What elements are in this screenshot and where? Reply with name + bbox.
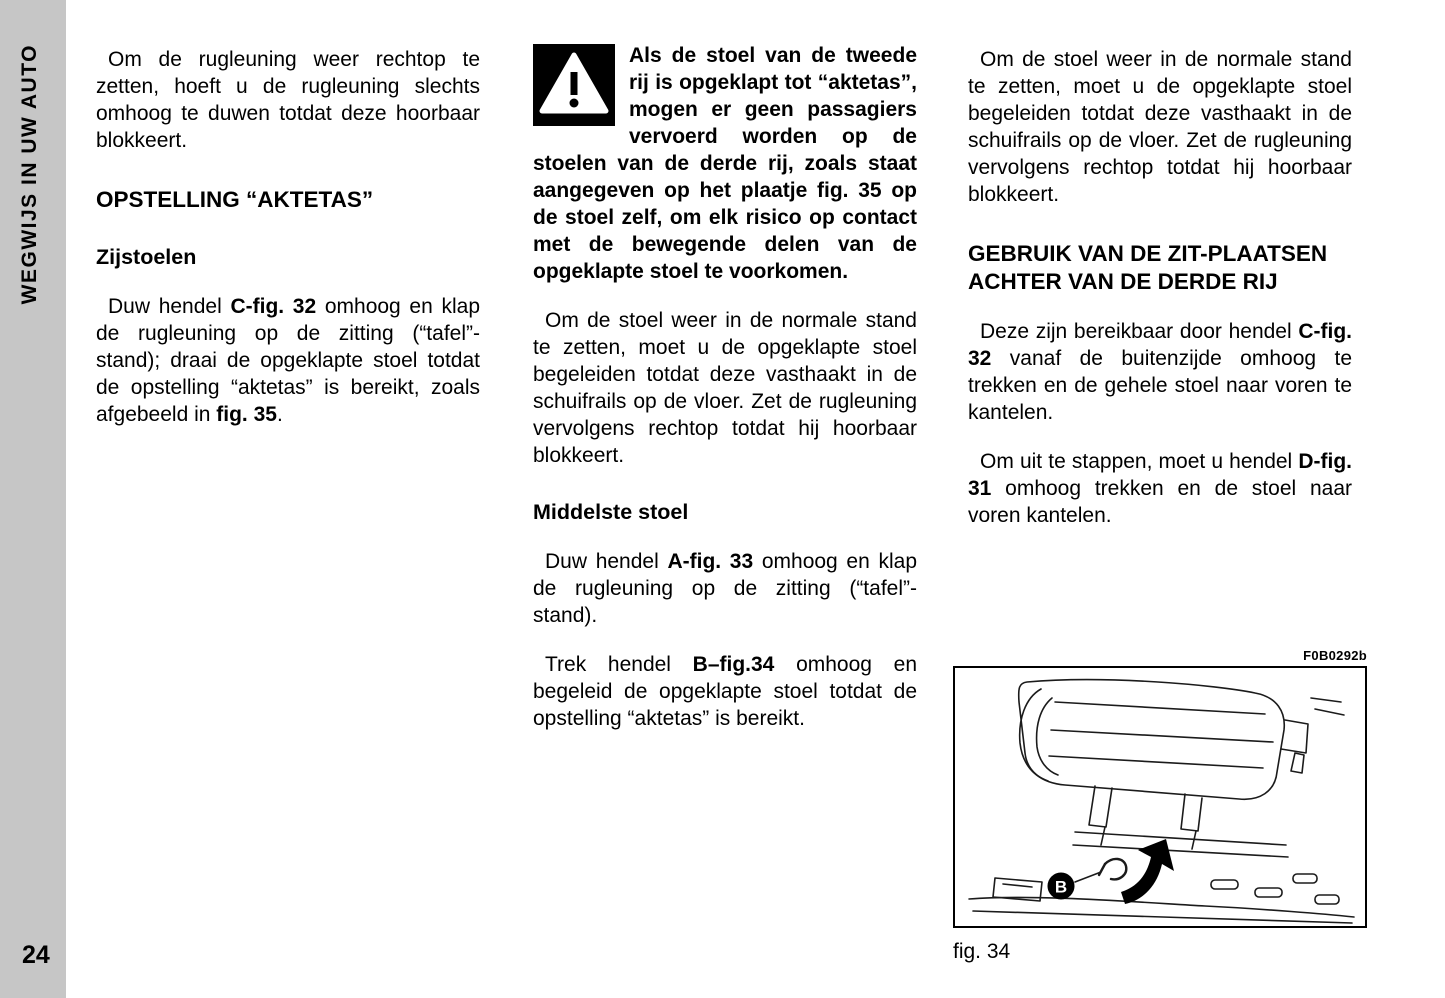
figure-reference: A-fig. 33 <box>667 550 754 573</box>
page-number: 24 <box>22 941 50 969</box>
figure-reference: C-fig. 32 <box>968 320 1352 370</box>
column-right <box>968 46 1352 529</box>
text-segment: omhoog en klap de rugleuning op de zitting (“tafel”-stand); draai de opgeklapte stoel totdat de opstelling “aktetas” is bereikt, zoals afgebeeld in <box>96 295 480 426</box>
paragraph: Om de rugleuning weer rechtop te zetten, hoeft u de rugleuning slechts omhoog te duwen totdat deze hoorbaar blokkeert. <box>96 48 480 152</box>
sub-heading-middelste-stoel: Middelste stoel <box>533 500 689 524</box>
text-segment: vanaf de buitenzijde omhoog te trekken en de gehele stoel naar voren te kantelen. <box>968 347 1352 424</box>
text-segment: Deze zijn bereikbaar door hendel <box>980 320 1299 343</box>
paragraph <box>533 651 917 732</box>
figure-reference: B–fig.34 <box>692 653 775 676</box>
section-heading-aktetas: OPSTELLING “AKTETAS” <box>96 187 374 212</box>
warning-text: Als de stoel van de tweede rij is opgeklapt tot “aktetas”, mogen er geen passagiers vervoerd worden op de stoelen van de derde rij, zoals staat aangegeven op het plaatje fig. 35 op de stoel zelf, om elk risico op contact met de bewegende delen van de opgeklapte stoel te voorkomen. <box>533 44 917 283</box>
warning-block <box>533 42 917 285</box>
paragraph <box>96 293 480 428</box>
text-segment: . <box>276 403 283 426</box>
figure-reference: D-fig. 31 <box>968 450 1352 500</box>
warning-triangle-icon <box>533 44 615 126</box>
text-segment: Om uit te stappen, moet u hendel <box>980 450 1299 473</box>
text-segment: Duw hendel <box>108 295 231 318</box>
text-segment: Trek hendel <box>545 653 693 676</box>
paragraph: Om de stoel weer in de normale stand te zetten, moet u de opgeklapte stoel begeleiden totdat deze vasthaakt in de schuifrails op de vloer. Zet de rugleuning vervolgens rechtop totdat hij hoorbaar blokkeert. <box>533 309 917 467</box>
figure-reference: fig. 35 <box>216 403 277 426</box>
seat-mechanism-drawing <box>955 668 1365 926</box>
figure-reference: C-fig. 32 <box>230 295 317 318</box>
text-segment: Duw hendel <box>545 550 668 573</box>
text-segment: omhoog en begeleid de opgeklapte stoel totdat de opstelling “aktetas” is bereikt. <box>533 653 918 730</box>
figure-caption: fig. 34 <box>953 940 1011 963</box>
sidebar-tab <box>0 0 66 998</box>
section-heading-derde-rij: GEBRUIK VAN DE ZIT-PLAATSEN ACHTER VAN DE DERDE RIJ <box>968 241 1328 294</box>
text-segment: omhoog en klap de rugleuning op de zitting (“tafel”-stand). <box>533 550 917 627</box>
column-middle <box>533 42 917 732</box>
paragraph <box>968 448 1352 529</box>
figure-label-b: B <box>1054 877 1068 897</box>
figure-34 <box>953 648 1367 964</box>
paragraph <box>533 548 917 629</box>
column-left <box>96 46 480 428</box>
warning-triangle-svg <box>533 44 615 126</box>
paragraph <box>968 318 1352 426</box>
paragraph: Om de stoel weer in de normale stand te zetten, moet u de opgeklapte stoel begeleiden totdat deze vasthaakt in de schuifrails op de vloer. Zet de rugleuning vervolgens rechtop totdat hij hoorbaar blokkeert. <box>968 48 1352 206</box>
chapter-title-vertical: WEGWIJS IN UW AUTO <box>18 44 41 305</box>
sub-heading-zijstoelen: Zijstoelen <box>96 245 197 269</box>
text-segment: omhoog trekken en de stoel naar voren kantelen. <box>968 477 1352 527</box>
figure-illustration <box>953 666 1367 928</box>
figure-code: F0B0292b <box>1303 648 1367 663</box>
